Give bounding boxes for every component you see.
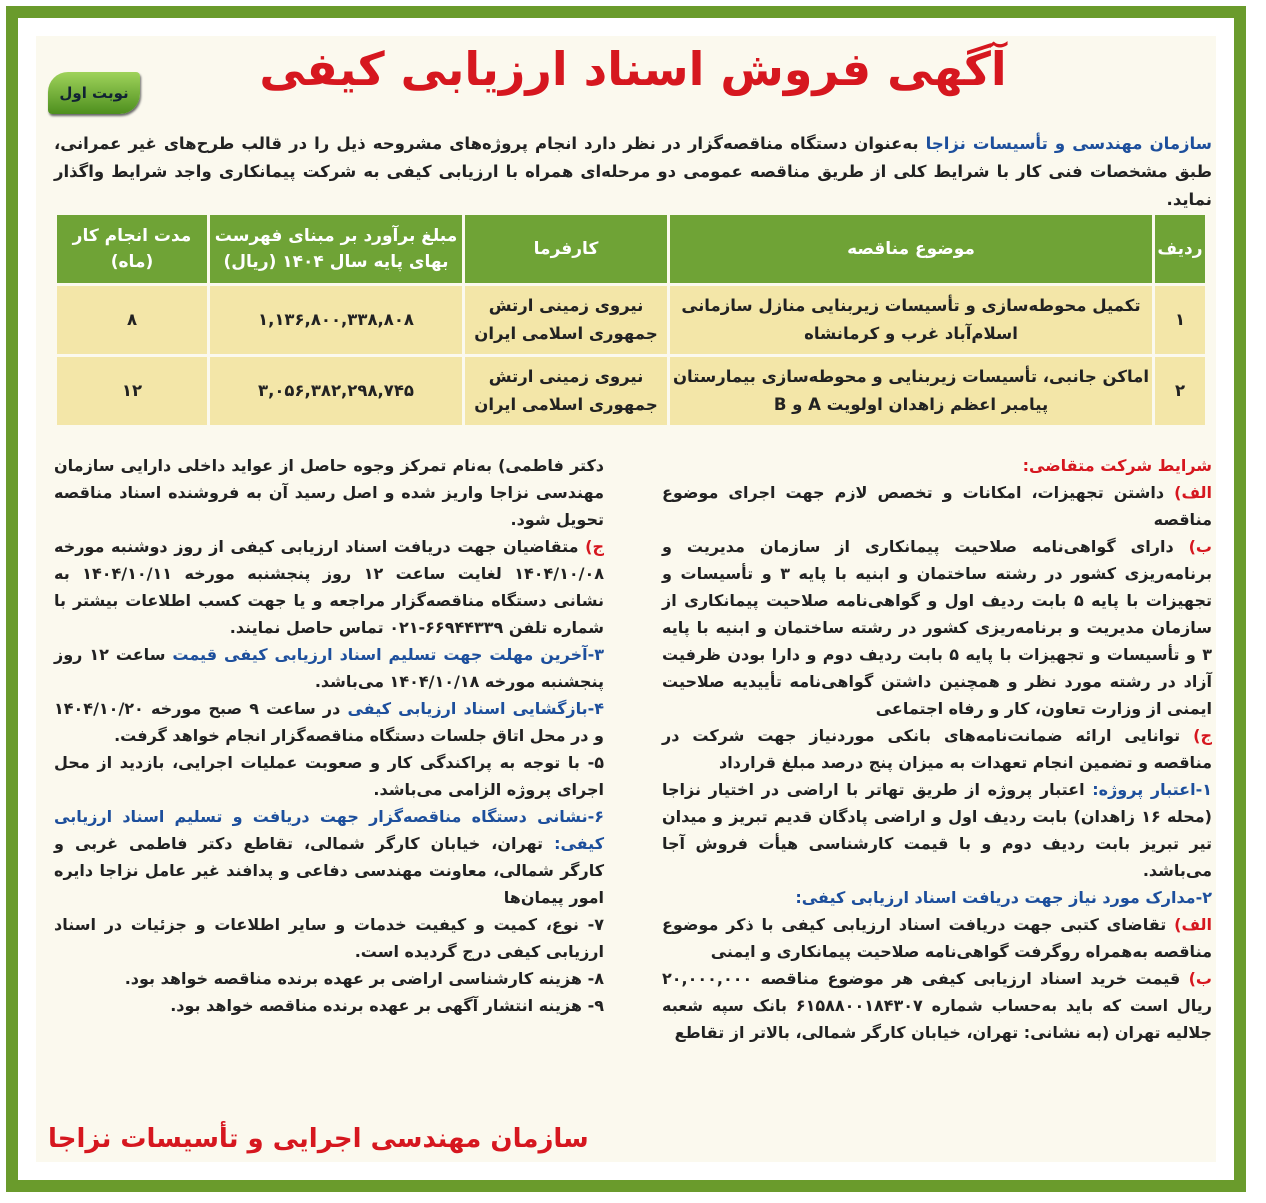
cell-subject: تکمیل محوطه‌سازی و تأسیسات زیربنایی منازل سازمانی اسلام‌آباد غرب و کرمانشاه (670, 286, 1152, 354)
table-row (57, 357, 1205, 425)
item-2c: ج) متقاضیان جهت دریافت اسناد ارزیابی کیفی از روز دوشنبه مورخه ۱۴۰۴/۱۰/۰۸ لغایت ساعت ۱۲ روز پنجشنبه مورخه ۱۴۰۴/۱۰/۱۱ به نشانی دستگاه مناقصه‌گزار مراجعه و یا جهت کسب اطلاعات بیشتر با شماره تلفن ۶۶۹۴۴۳۳۹-۰۲۱ تماس حاصل نمایند. (54, 537, 605, 637)
left-column (54, 452, 604, 1019)
col-row-number: ردیف (1155, 215, 1205, 283)
item-6-address: ۶-نشانی دستگاه مناقصه‌گزار جهت دریافت و تسلیم اسناد ارزیابی کیفی: تهران، خیابان کارگر شمالی، تقاطع دکتر فاطمی غربی و کارگر شمالی، معاونت مهندسی دفاعی و پدافند غیر عامل نزاجا دایره امور پیمان‌ها (54, 807, 604, 907)
item-4-opening: ۴-بازگشایی اسناد ارزیابی کیفی در ساعت ۹ صبح مورخه ۱۴۰۴/۱۰/۲۰ و در محل اتاق جلسات دستگاه مناقصه‌گزار انجام خواهد گرفت. (54, 699, 605, 745)
item-1-project-credit: ۱-اعتبار پروژه: اعتبار پروژه از طریق تهاتر با اراضی در اختیار نزاجا (محله ۱۶ زاهدان) بابت ردیف اول و اراضی پادگان قدیم تبریز و میدان تیر تبریز بابت ردیف دوم و با قیمت کارشناسی هیأت فروش آجا می‌باشد. (662, 780, 1212, 880)
conditions-section (54, 452, 1212, 1112)
continued-paragraph: دکتر فاطمی) به‌نام تمرکز وجوه حاصل از عواید داخلی دارایی سازمان مهندسی نزاجا واریز شده و اصل رسید آن به فروشنده اسناد مناقصه تحویل شود. (54, 456, 604, 529)
col-employer: کارفرما (465, 215, 667, 283)
table-row (57, 286, 1205, 354)
cell-estimate: ۳,۰۵۶,۳۸۲,۲۹۸,۷۴۵ (210, 357, 462, 425)
right-column (662, 452, 1212, 1046)
condition-a: الف) داشتن تجهیزات، امکانات و تخصص لازم جهت اجرای موضوع مناقصه (662, 483, 1212, 529)
cell-estimate: ۱,۱۳۶,۸۰۰,۳۳۸,۸۰۸ (210, 286, 462, 354)
cell-employer: نیروی زمینی ارتش جمهوری اسلامی ایران (465, 286, 667, 354)
cell-duration: ۸ (57, 286, 207, 354)
table-header-row (57, 215, 1205, 283)
col-subject: موضوع مناقصه (670, 215, 1152, 283)
cell-row-number: ۲ (1155, 357, 1205, 425)
applicant-conditions-heading: شرایط شرکت متقاضی: (1022, 456, 1212, 475)
item-7-details: ۷- نوع، کمیت و کیفیت خدمات و سایر اطلاعات و جزئیات در اسناد ارزیابی کیفی درج گردیده است. (54, 915, 604, 961)
item-8-appraisal-cost: ۸- هزینه کارشناسی اراضی بر عهده برنده مناقصه خواهد بود. (124, 969, 604, 988)
first-round-badge: نوبت اول (48, 72, 140, 114)
intro-text: به‌عنوان دستگاه مناقصه‌گزار در نظر دارد انجام پروژه‌های مشروحه ذیل را در قالب طرح‌های غیر عمرانی، طبق مشخصات فنی کار با شرایط کلی از طریق مناقصه عمومی دو مرحله‌ای همراه با ارزیابی کیفی به شرکت پیمانکاری واجد شرایط واگذار نماید. (54, 134, 1212, 209)
cell-employer: نیروی زمینی ارتش جمهوری اسلامی ایران (465, 357, 667, 425)
intro-paragraph (54, 130, 1212, 214)
footer-organization: سازمان مهندسی اجرایی و تأسیسات نزاجا (48, 1124, 589, 1154)
condition-b: ب) دارای گواهی‌نامه صلاحیت پیمانکاری از سازمان مدیریت و برنامه‌ریزی کشور در رشته ساختمان و ابنیه با پایه ۳ و تأسیسات و تجهیزات با پایه ۵ بابت ردیف اول و گواهی‌نامه صلاحیت پیمانکاری از سازمان مدیریت و برنامه‌ریزی کشور در رشته ساختمان و ابنیه با پایه ۳ و تأسیسات و تجهیزات با پایه ۵ بابت ردیف دوم و دارا بودن ظرفیت آزاد در رشته مورد نظر و همچنین داشتن گواهی‌نامه تأییدیه صلاحیت ایمنی از وزارت تعاون، کار و رفاه اجتماعی (662, 537, 1213, 718)
cell-subject: اماکن جانبی، تأسیسات زیربنایی و محوطه‌سازی بیمارستان پیامبر اعظم زاهدان اولویت A و B (670, 357, 1152, 425)
item-2a: الف) تقاضای کتبی جهت دریافت اسناد ارزیابی کیفی با ذکر موضوع مناقصه به‌همراه روگرفت گواهی‌نامه صلاحیت پیمانکاری و ایمنی (662, 915, 1212, 961)
intro-organization: سازمان مهندسی و تأسیسات نزاجا (925, 134, 1212, 153)
ad-title: آگهی فروش اسناد ارزیابی کیفی (259, 42, 1007, 96)
item-2-required-docs-heading: ۲-مدارک مورد نیاز جهت دریافت اسناد ارزیابی کیفی: (795, 888, 1212, 907)
item-9-publication-cost: ۹- هزینه انتشار آگهی بر عهده برنده مناقصه خواهد بود. (170, 996, 604, 1015)
tender-table (54, 212, 1208, 428)
cell-duration: ۱۲ (57, 357, 207, 425)
cell-row-number: ۱ (1155, 286, 1205, 354)
col-duration: مدت انجام کار (ماه) (57, 215, 207, 283)
col-estimate: مبلغ برآورد بر مبنای فهرست بهای پایه سال ۱۴۰۴ (ریال) (210, 215, 462, 283)
condition-c: ج) توانایی ارائه ضمانت‌نامه‌های بانکی موردنیاز جهت شرکت در مناقصه و تضمین انجام تعهدات به میزان پنج درصد مبلغ قرارداد (662, 726, 1212, 772)
item-2b: ب) قیمت خرید اسناد ارزیابی کیفی هر موضوع مناقصه ۲۰,۰۰۰,۰۰۰ ریال است که باید به‌حساب شماره ۶۱۵۸۸۰۰۱۸۴۳۰۷ بانک سپه شعبه جلالیه تهران (به نشانی: تهران، خیابان کارگر شمالی، بالاتر از تقاطع (662, 969, 1212, 1042)
item-3-deadline: ۳-آخرین مهلت جهت تسلیم اسناد ارزیابی کیفی قیمت ساعت ۱۲ روز پنجشنبه مورخه ۱۴۰۴/۱۰/۱۸ می‌باشد. (54, 645, 605, 691)
item-5-site-visit: ۵- با توجه به پراکندگی کار و صعوبت عملیات اجرایی، بازدید از محل اجرای پروژه الزامی می‌باشد. (54, 753, 604, 799)
